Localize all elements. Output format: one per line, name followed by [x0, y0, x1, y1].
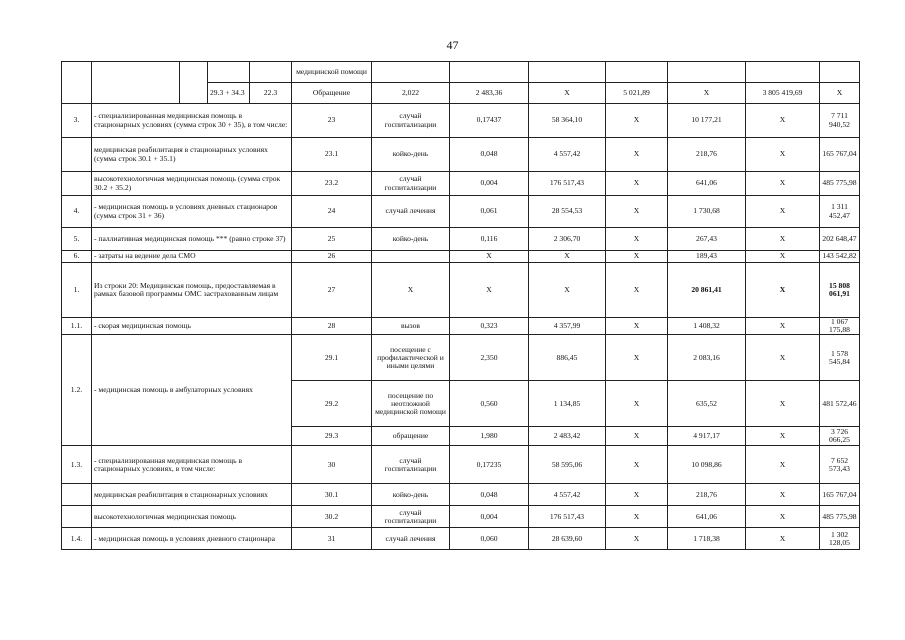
cell-v6: 165 767,04: [820, 484, 860, 506]
cell-v6: 3 805 419,69: [746, 83, 820, 104]
table-row-total: [62, 263, 860, 318]
cell-name: [92, 62, 180, 104]
cell-num: [62, 138, 92, 172]
cell-v6: 1 311 452,47: [820, 196, 860, 228]
cell-num: 4.: [62, 196, 92, 228]
cell-unit: Х: [372, 263, 450, 318]
cell-name: - затраты на ведение дела СМО: [92, 251, 292, 263]
cell-v5: Х: [746, 381, 820, 427]
cell-v1: 0,004: [450, 506, 529, 528]
table-row: [62, 528, 860, 550]
cell-v1: 0,060: [450, 528, 529, 550]
cell-v3: Х: [606, 528, 668, 550]
cell-num: 1.4.: [62, 528, 92, 550]
cell-v2: 4 557,42: [529, 484, 606, 506]
table-row: [62, 104, 860, 138]
cell-v2: 58 364,10: [529, 104, 606, 138]
cell-v6: 7 711 940,52: [820, 104, 860, 138]
cell-blank: [208, 62, 250, 83]
cell-num: 6.: [62, 251, 92, 263]
cell-sub: 29.3 + 34.3: [208, 83, 250, 104]
cell-unit: койко-день: [372, 484, 450, 506]
cell-v3: Х: [606, 484, 668, 506]
cell-v4: 641,06: [668, 172, 746, 196]
cell-v2: 1 134,85: [529, 381, 606, 427]
cell-line: [250, 62, 292, 83]
cell-line: 25: [292, 228, 372, 251]
cell-v3: Х: [606, 228, 668, 251]
cell-v3: Х: [529, 83, 606, 104]
cell-line: 28: [292, 318, 372, 335]
cell-line: 27: [292, 263, 372, 318]
cell-v2: 28 639,60: [529, 528, 606, 550]
cell-v1: Х: [450, 263, 529, 318]
cell-num: 1.2.: [62, 335, 92, 446]
cell-v2: 4 557,42: [529, 138, 606, 172]
cell-v5: Х: [746, 484, 820, 506]
cell-v4: 1 730,68: [668, 196, 746, 228]
cell-unit: случай госпитализации: [372, 172, 450, 196]
cell-num: [62, 172, 92, 196]
table-row: [62, 446, 860, 484]
cell-name: - специализированная медицинская помощь в стационарных условиях, в том числе:: [92, 446, 292, 484]
cell-v3: Х: [606, 138, 668, 172]
cell-v6: 485 775,98: [820, 172, 860, 196]
table-row-fragment: [62, 62, 860, 83]
cell-v3: Х: [606, 335, 668, 381]
cell-v1: 0,116: [450, 228, 529, 251]
cell-v2: Х: [529, 263, 606, 318]
cell-v2: 176 517,43: [529, 506, 606, 528]
cell-unit: посещение по неотложной медицинской помощи: [372, 381, 450, 427]
cell-line: 23.1: [292, 138, 372, 172]
cell-name: - скорая медицинская помощь: [92, 318, 292, 335]
cell-v1: 2,350: [450, 335, 529, 381]
cell-v5: Х: [746, 318, 820, 335]
cell-line: 30: [292, 446, 372, 484]
cell-v5: Х: [746, 172, 820, 196]
cell-v4: 218,76: [668, 138, 746, 172]
cell-name: высокотехнологичная медицинская помощь (сумма строк 30.2 + 35.2): [92, 172, 292, 196]
cell-v5: Х: [746, 251, 820, 263]
cell-v5: Х: [746, 228, 820, 251]
cell-unit: посещение с профилактической и иными целями: [372, 335, 450, 381]
cell-v2: Х: [529, 251, 606, 263]
cell-unit: случай госпитализации: [372, 506, 450, 528]
cell-v4: 10 177,21: [668, 104, 746, 138]
cell-v2: 2 306,70: [529, 228, 606, 251]
cell-v4: 5 021,89: [606, 83, 668, 104]
cell-v6: 3 726 066,25: [820, 427, 860, 446]
cell-unit: [372, 251, 450, 263]
cell-v5: Х: [746, 196, 820, 228]
cell-v6: 485 775,98: [820, 506, 860, 528]
cell-v4: 1 408,32: [668, 318, 746, 335]
table-row: [62, 335, 860, 381]
cell-name: Из строки 20: Медицинская помощь, предоставляемая в рамках базовой программы ОМС застрахованным лицам: [92, 263, 292, 318]
cell-v3: Х: [606, 318, 668, 335]
cell-line: 31: [292, 528, 372, 550]
cell-v5: Х: [746, 427, 820, 446]
cell-v2: 2 483,36: [450, 83, 529, 104]
cell-name: - медицинская помощь в амбулаторных условиях: [92, 335, 292, 446]
cell-num: 5.: [62, 228, 92, 251]
cell-v4: 10 098,86: [668, 446, 746, 484]
cell-num: 3.: [62, 104, 92, 138]
cell-v5: Х: [746, 335, 820, 381]
cell-line: 29.1: [292, 335, 372, 381]
cell-v6: 7 652 573,43: [820, 446, 860, 484]
cell-unit: случай госпитализации: [372, 446, 450, 484]
cell-v2: 58 595,06: [529, 446, 606, 484]
cell-v1: 0,048: [450, 138, 529, 172]
cell-v1: 0,323: [450, 318, 529, 335]
cell-v4: 20 861,41: [668, 263, 746, 318]
cell-v1: 0,004: [450, 172, 529, 196]
cell-unit: вызов: [372, 318, 450, 335]
cell-v5: Х: [668, 83, 746, 104]
table-row: [62, 506, 860, 528]
cell-line: 24: [292, 196, 372, 228]
cell-v3: Х: [606, 104, 668, 138]
cell-v4: 189,43: [668, 251, 746, 263]
cell-unit: обращение: [372, 427, 450, 446]
cell-v1: 0,048: [450, 484, 529, 506]
cell-unit: медицинской помощи: [292, 62, 372, 83]
cell-name: медицинская реабилитация в стационарных условиях (сумма строк 30.1 + 35.1): [92, 138, 292, 172]
cell-v5: Х: [746, 506, 820, 528]
cell-blank: [180, 62, 208, 104]
table-row: [62, 172, 860, 196]
table-row: [62, 138, 860, 172]
cell-line: 23.2: [292, 172, 372, 196]
cell-v5: Х: [746, 446, 820, 484]
cell-num: 1.: [62, 263, 92, 318]
cell-v3: Х: [606, 263, 668, 318]
cell-line: 22.3: [250, 83, 292, 104]
cell-name: - медицинская помощь в условиях дневного стационара: [92, 528, 292, 550]
cell-v4: 2 083,16: [668, 335, 746, 381]
cell-line: 30.2: [292, 506, 372, 528]
table-row: [62, 228, 860, 251]
cell-v6: 481 572,46: [820, 381, 860, 427]
cell-v6: 15 808 061,91: [820, 263, 860, 318]
cell-v4: 4 917,17: [668, 427, 746, 446]
cell-v1: 0,061: [450, 196, 529, 228]
cell-num: [62, 62, 92, 104]
cell-v4: 1 718,38: [668, 528, 746, 550]
cell-unit: Обращение: [292, 83, 372, 104]
cell-unit: случай госпитализации: [372, 104, 450, 138]
cell-name: - медицинская помощь в условиях дневных стационаров (сумма строк 31 + 36): [92, 196, 292, 228]
cell-name: - специализированная медицинская помощь в стационарных условиях (сумма строк 30 + 35), в том числе:: [92, 104, 292, 138]
cell-name: медицинская реабилитация в стационарных условиях: [92, 484, 292, 506]
cell-num: [62, 484, 92, 506]
cell-line: 23: [292, 104, 372, 138]
cell-unit: случай лечения: [372, 528, 450, 550]
cell-v5: Х: [746, 263, 820, 318]
cell-v1: 0,17437: [450, 104, 529, 138]
cell-v6: 202 648,47: [820, 228, 860, 251]
cell-v3: Х: [606, 251, 668, 263]
cell-v3: Х: [606, 381, 668, 427]
cell-v6: 1 302 128,05: [820, 528, 860, 550]
cell-line: 30.1: [292, 484, 372, 506]
page-number: 47: [446, 38, 459, 52]
cell-v5: Х: [746, 528, 820, 550]
cell-num: [62, 506, 92, 528]
cell-v2: 2 483,42: [529, 427, 606, 446]
cell-v4: 218,76: [668, 484, 746, 506]
cell-unit: койко-день: [372, 228, 450, 251]
cell-v7: Х: [820, 83, 860, 104]
cell-line: 26: [292, 251, 372, 263]
cell-v1: 0,560: [450, 381, 529, 427]
cell-v2: 886,45: [529, 335, 606, 381]
cell-v6: 1 578 545,84: [820, 335, 860, 381]
cell-v5: Х: [746, 104, 820, 138]
cell-v1: 1,980: [450, 427, 529, 446]
cell-v2: 4 357,99: [529, 318, 606, 335]
cell-v1: Х: [450, 251, 529, 263]
cell-v3: Х: [606, 196, 668, 228]
cell-v3: Х: [606, 446, 668, 484]
cell-v4: 635,52: [668, 381, 746, 427]
cell-v2: 28 554,53: [529, 196, 606, 228]
table-row: [62, 196, 860, 228]
cell-num: 1.1.: [62, 318, 92, 335]
tariff-table: [61, 61, 860, 550]
cell-v3: Х: [606, 427, 668, 446]
cell-unit: койко-день: [372, 138, 450, 172]
cell-num: 1.3.: [62, 446, 92, 484]
cell-v6: 143 542,82: [820, 251, 860, 263]
cell-v5: Х: [746, 138, 820, 172]
cell-line: 29.3: [292, 427, 372, 446]
cell-name: - паллиативная медицинская помощь *** (равно строке 37): [92, 228, 292, 251]
cell-line: 29.2: [292, 381, 372, 427]
cell-unit: случай лечения: [372, 196, 450, 228]
table-row: [62, 251, 860, 263]
cell-v1: 2,022: [372, 83, 450, 104]
cell-v6: 165 767,04: [820, 138, 860, 172]
cell-v3: Х: [606, 506, 668, 528]
cell-v4: 267,43: [668, 228, 746, 251]
cell-v3: Х: [606, 172, 668, 196]
cell-v4: 641,06: [668, 506, 746, 528]
cell-v2: 176 517,43: [529, 172, 606, 196]
cell-v6: 1 067 175,88: [820, 318, 860, 335]
table-row: [62, 318, 860, 335]
cell-v1: 0,17235: [450, 446, 529, 484]
table-row: [62, 484, 860, 506]
cell-name: высокотехнологичная медицинская помощь: [92, 506, 292, 528]
